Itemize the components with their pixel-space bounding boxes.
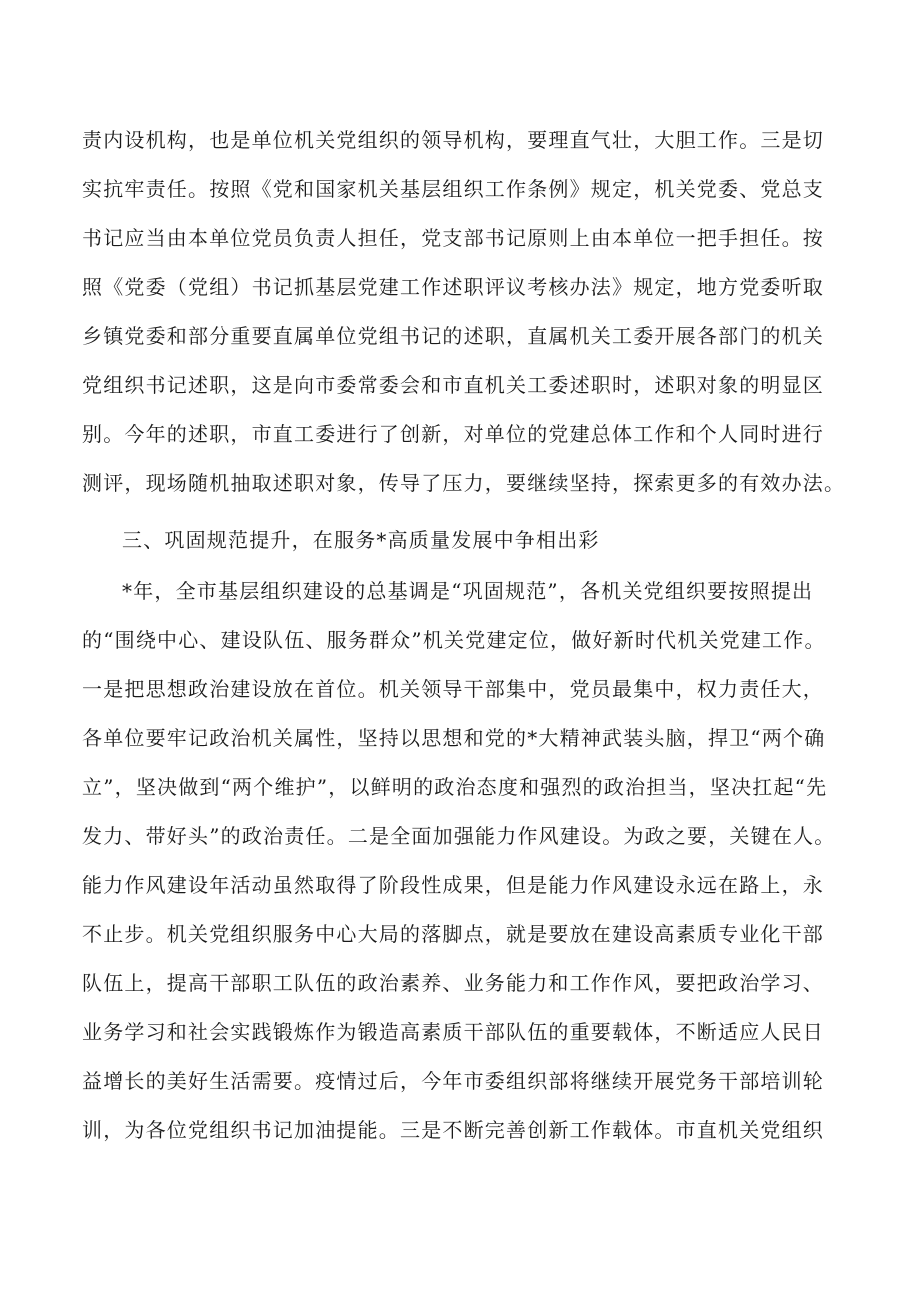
text-line: 一是把思想政治建设放在首位。机关领导干部集中，党员最集中，权力责任大， xyxy=(82,677,824,701)
text-line: 各单位要牢记政治机关属性，坚持以思想和党的*大精神武装头脑，捍卫“两个确 xyxy=(82,726,826,750)
text-line: 别。今年的述职，市直工委进行了创新，对单位的党建总体工作和个人同时进行 xyxy=(82,422,824,446)
text-line: 书记应当由本单位党员负责人担任，党支部书记原则上由本单位一把手担任。按 xyxy=(82,226,824,250)
section-heading: 三、巩固规范提升，在服务*高质量发展中争相出彩 xyxy=(122,528,600,552)
text-line: 训，为各位党组织书记加油提能。三是不断完善创新工作载体。市直机关党组织 xyxy=(82,1118,824,1142)
text-line: 责内设机构，也是单位机关党组织的领导机构，要理直气壮，大胆工作。三是切 xyxy=(82,128,824,152)
text-line: 照《党委（党组）书记抓基层党建工作述职评议考核办法》规定，地方党委听取 xyxy=(82,275,824,299)
text-line: 立”，坚决做到“两个维护”，以鲜明的政治态度和强烈的政治担当，坚决扛起“先 xyxy=(82,775,828,799)
text-line: 测评，现场随机抽取述职对象，传导了压力，要继续坚持，探索更多的有效办法。 xyxy=(82,471,846,495)
text-line: *年，全市基层组织建设的总基调是“巩固规范”，各机关党组织要按照提出 xyxy=(122,579,814,603)
text-line: 队伍上，提高干部职工队伍的政治素养、业务能力和工作作风，要把政治学习、 xyxy=(82,971,824,995)
text-line: 发力、带好头”的政治责任。二是全面加强能力作风建设。为政之要，关键在人。 xyxy=(82,824,836,848)
text-line: 业务学习和社会实践锻炼作为锻造高素质干部队伍的重要载体，不断适应人民日 xyxy=(82,1020,824,1044)
text-line: 实抗牢责任。按照《党和国家机关基层组织工作条例》规定，机关党委、党总支 xyxy=(82,177,824,201)
text-line: 乡镇党委和部分重要直属单位党组书记的述职，直属机关工委开展各部门的机关 xyxy=(82,324,824,348)
text-line: 党组织书记述职，这是向市委常委会和市直机关工委述职时，述职对象的明显区 xyxy=(82,373,824,397)
text-line: 不止步。机关党组织服务中心大局的落脚点，就是要放在建设高素质专业化干部 xyxy=(82,922,824,946)
text-line: 能力作风建设年活动虽然取得了阶段性成果，但是能力作风建设永远在路上，永 xyxy=(82,873,824,897)
text-line: 益增长的美好生活需要。疫情过后，今年市委组织部将继续开展党务干部培训轮 xyxy=(82,1069,824,1093)
text-line: 的“围绕中心、建设队伍、服务群众”机关党建定位，做好新时代机关党建工作。 xyxy=(82,628,826,652)
